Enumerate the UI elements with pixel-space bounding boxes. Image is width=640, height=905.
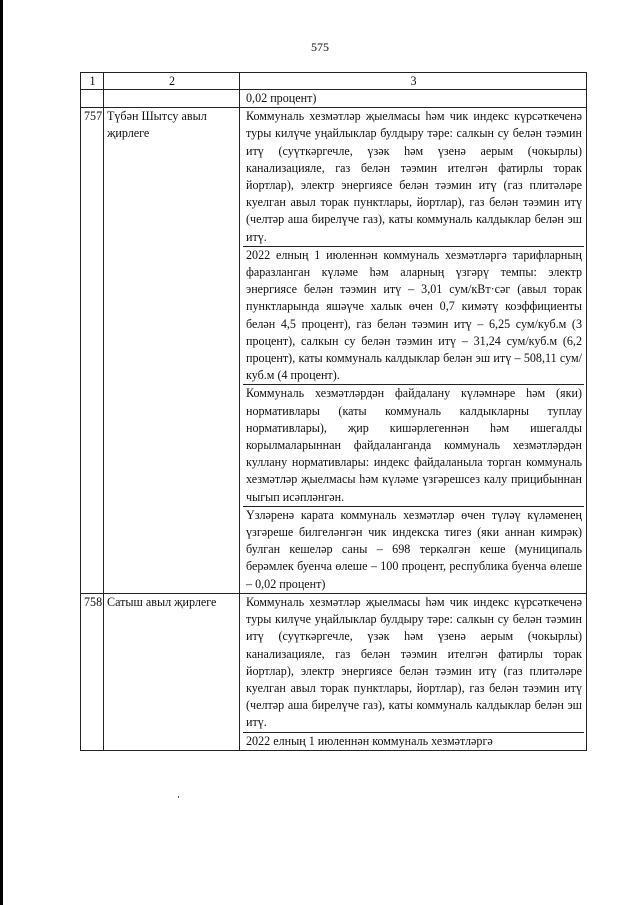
table-row (81, 593, 587, 750)
table-header-row (81, 73, 587, 90)
row-content (240, 593, 587, 750)
row-number: 758 (81, 593, 104, 750)
row-paragraph: 2022 елның 1 июленнән коммуналь хезмәтләргә тарифларның фаразланган күләме һәм аларның үзгәрү темпы: электр энергиясе белән тәэмин итү – 3,01 сум/кВт·сәг (авыл торак пунктларында яшәүче халык өчен 0,7 кимәтү коэффициенты белән 4,5 процент), газ белән тәэмин итү – 6,25 сум/куб.м (3 процент), салкын су белән тәэмин итү – 31,24 сум/куб.м (6,2 процент), каты коммуналь калдыклар белән эш итү – 508,11 сум/куб.м (4 процент). (243, 246, 584, 385)
page-number: 575 (311, 40, 329, 54)
row-number: 757 (81, 108, 104, 594)
column-header-2: 2 (104, 73, 240, 90)
scan-left-edge (0, 0, 3, 905)
scan-speck (178, 796, 179, 798)
column-header-3: 3 (240, 73, 587, 90)
row-paragraph: Коммуналь хезмәтләр җыелмасы һәм чик индекс күрсәткеченә туры килүче уңайлыклар булдыру тәре: салкын су белән тәэмин итү (суүткәргечле, үзәк һәм үзенә аерым (чокырлы) канализацияле, газ белән тәэмин ителгән фатирлы торак йортлар), электр энергиясе белән тәэмин итү (газ плитәләре куелган авыл торак пунктлары, йортлар), газ белән тәэмин итү (челтәр аша бирелүче газ), каты коммуналь калдыклар белән эш итү. (246, 109, 582, 244)
settlement-name: Түбән Шытсу авыл җирлеге (104, 108, 240, 594)
row-paragraph: Үзләренә карата коммуналь хезмәтләр өчен түләү күләменең үзгәреше билгеләнгән чик индекска тигез (яки аннан кимрәк) булган кешеләр саны – 698 теркәлгән кеше (муниципаль берәмлек буенча өлеше – 100 процент, республика буенча өлеше – 0,02 процент) (243, 506, 584, 593)
table-row (81, 108, 587, 594)
row-content (240, 108, 587, 594)
settlement-name: Сатыш авыл җирлеге (104, 593, 240, 750)
row-paragraph: Коммуналь хезмәтләр җыелмасы һәм чик индекс күрсәткеченә туры килүче уңайлыклар булдыру тәре: салкын су белән тәэмин итү (суүткәргечле, үзәк һәм үзенә аерым (чокырлы) канализацияле, газ белән тәэмин ителгән фатирлы торак йортлар), электр энергиясе белән тәэмин итү (газ плитәләре куелган авыл торак пунктлары, йортлар), газ белән тәэмин итү (челтәр аша бирелүче газ), каты коммуналь калдыклар белән эш итү. (246, 594, 582, 730)
table-row-continuation (81, 90, 587, 108)
row-paragraph: 2022 елның 1 июленнән коммуналь хезмәтләргә (243, 732, 584, 750)
continuation-text: 0,02 процент) (246, 91, 317, 105)
row-paragraph: Коммуналь хезмәтләрдән файдалану күләмнәре һәм (яки) нормативлары (каты коммуналь калдыкларны туплау нормативлары), җир кишәрлегеннән һәм ишегалды корылмаларыннан файдаланганда коммуналь хезмәтләрдән куллану нормативлары: индекс файдаланыла торган коммуналь хезмәтләр җыелмасы һәм күләме үзгәрешсез калу прицибыннан чыгып исәпләнгән. (243, 384, 584, 505)
document-table (80, 72, 587, 751)
column-header-1: 1 (81, 73, 104, 90)
